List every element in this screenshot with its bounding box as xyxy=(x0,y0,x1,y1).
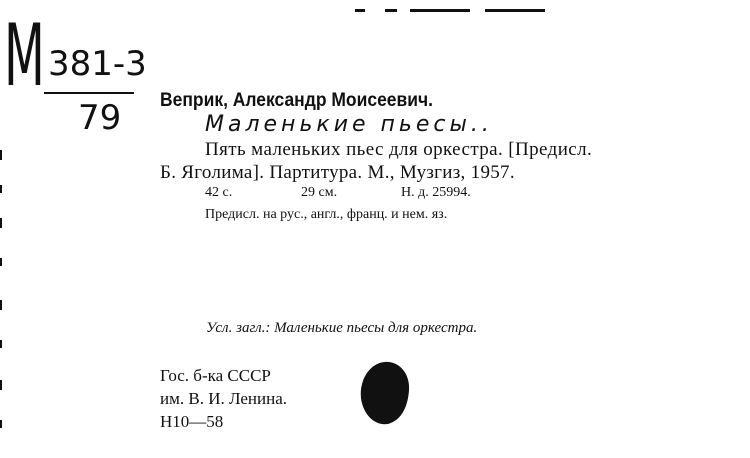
left-edge-mark xyxy=(0,150,2,160)
left-edge-mark xyxy=(0,340,2,348)
left-edge-mark xyxy=(0,185,2,193)
description-line-1: Пять маленьких пьес для оркестра. [Предисл. xyxy=(205,139,593,160)
left-edge-mark xyxy=(0,420,2,428)
page-count: 42 с. xyxy=(205,185,233,200)
shelfmark-denominator: 79 xyxy=(78,98,122,138)
top-edge-marks xyxy=(355,0,555,4)
conventional-title: Усл. загл.: Маленькие пьесы для оркестра. xyxy=(206,320,478,336)
author-heading: Веприк, Александр Моисеевич. xyxy=(160,90,434,111)
handwritten-title: Маленькие пьесы.. xyxy=(205,112,493,137)
description-line-2: Б. Яголима]. Партитура. М., Музгиз, 1957. xyxy=(160,162,515,183)
physical-description xyxy=(205,185,471,201)
left-edge-mark xyxy=(0,258,2,266)
dimensions: 29 см. xyxy=(301,185,338,200)
shelfmark-number: 381-3 xyxy=(48,44,147,84)
library-line-2: им. В. И. Ленина. xyxy=(160,389,288,408)
ink-stamp xyxy=(358,360,412,431)
plate-number: Н. д. 25994. xyxy=(401,185,471,200)
language-note: Предисл. на рус., англ., франц. и нем. яз. xyxy=(205,207,448,222)
left-edge-mark xyxy=(0,300,2,310)
library-code: Н10—58 xyxy=(160,412,224,431)
left-edge-mark xyxy=(0,380,2,390)
shelfmark-divider xyxy=(44,92,134,94)
library-line-1: Гос. б-ка СССР xyxy=(160,366,271,385)
shelfmark-letter: M xyxy=(4,6,44,106)
left-edge-mark xyxy=(0,218,2,228)
